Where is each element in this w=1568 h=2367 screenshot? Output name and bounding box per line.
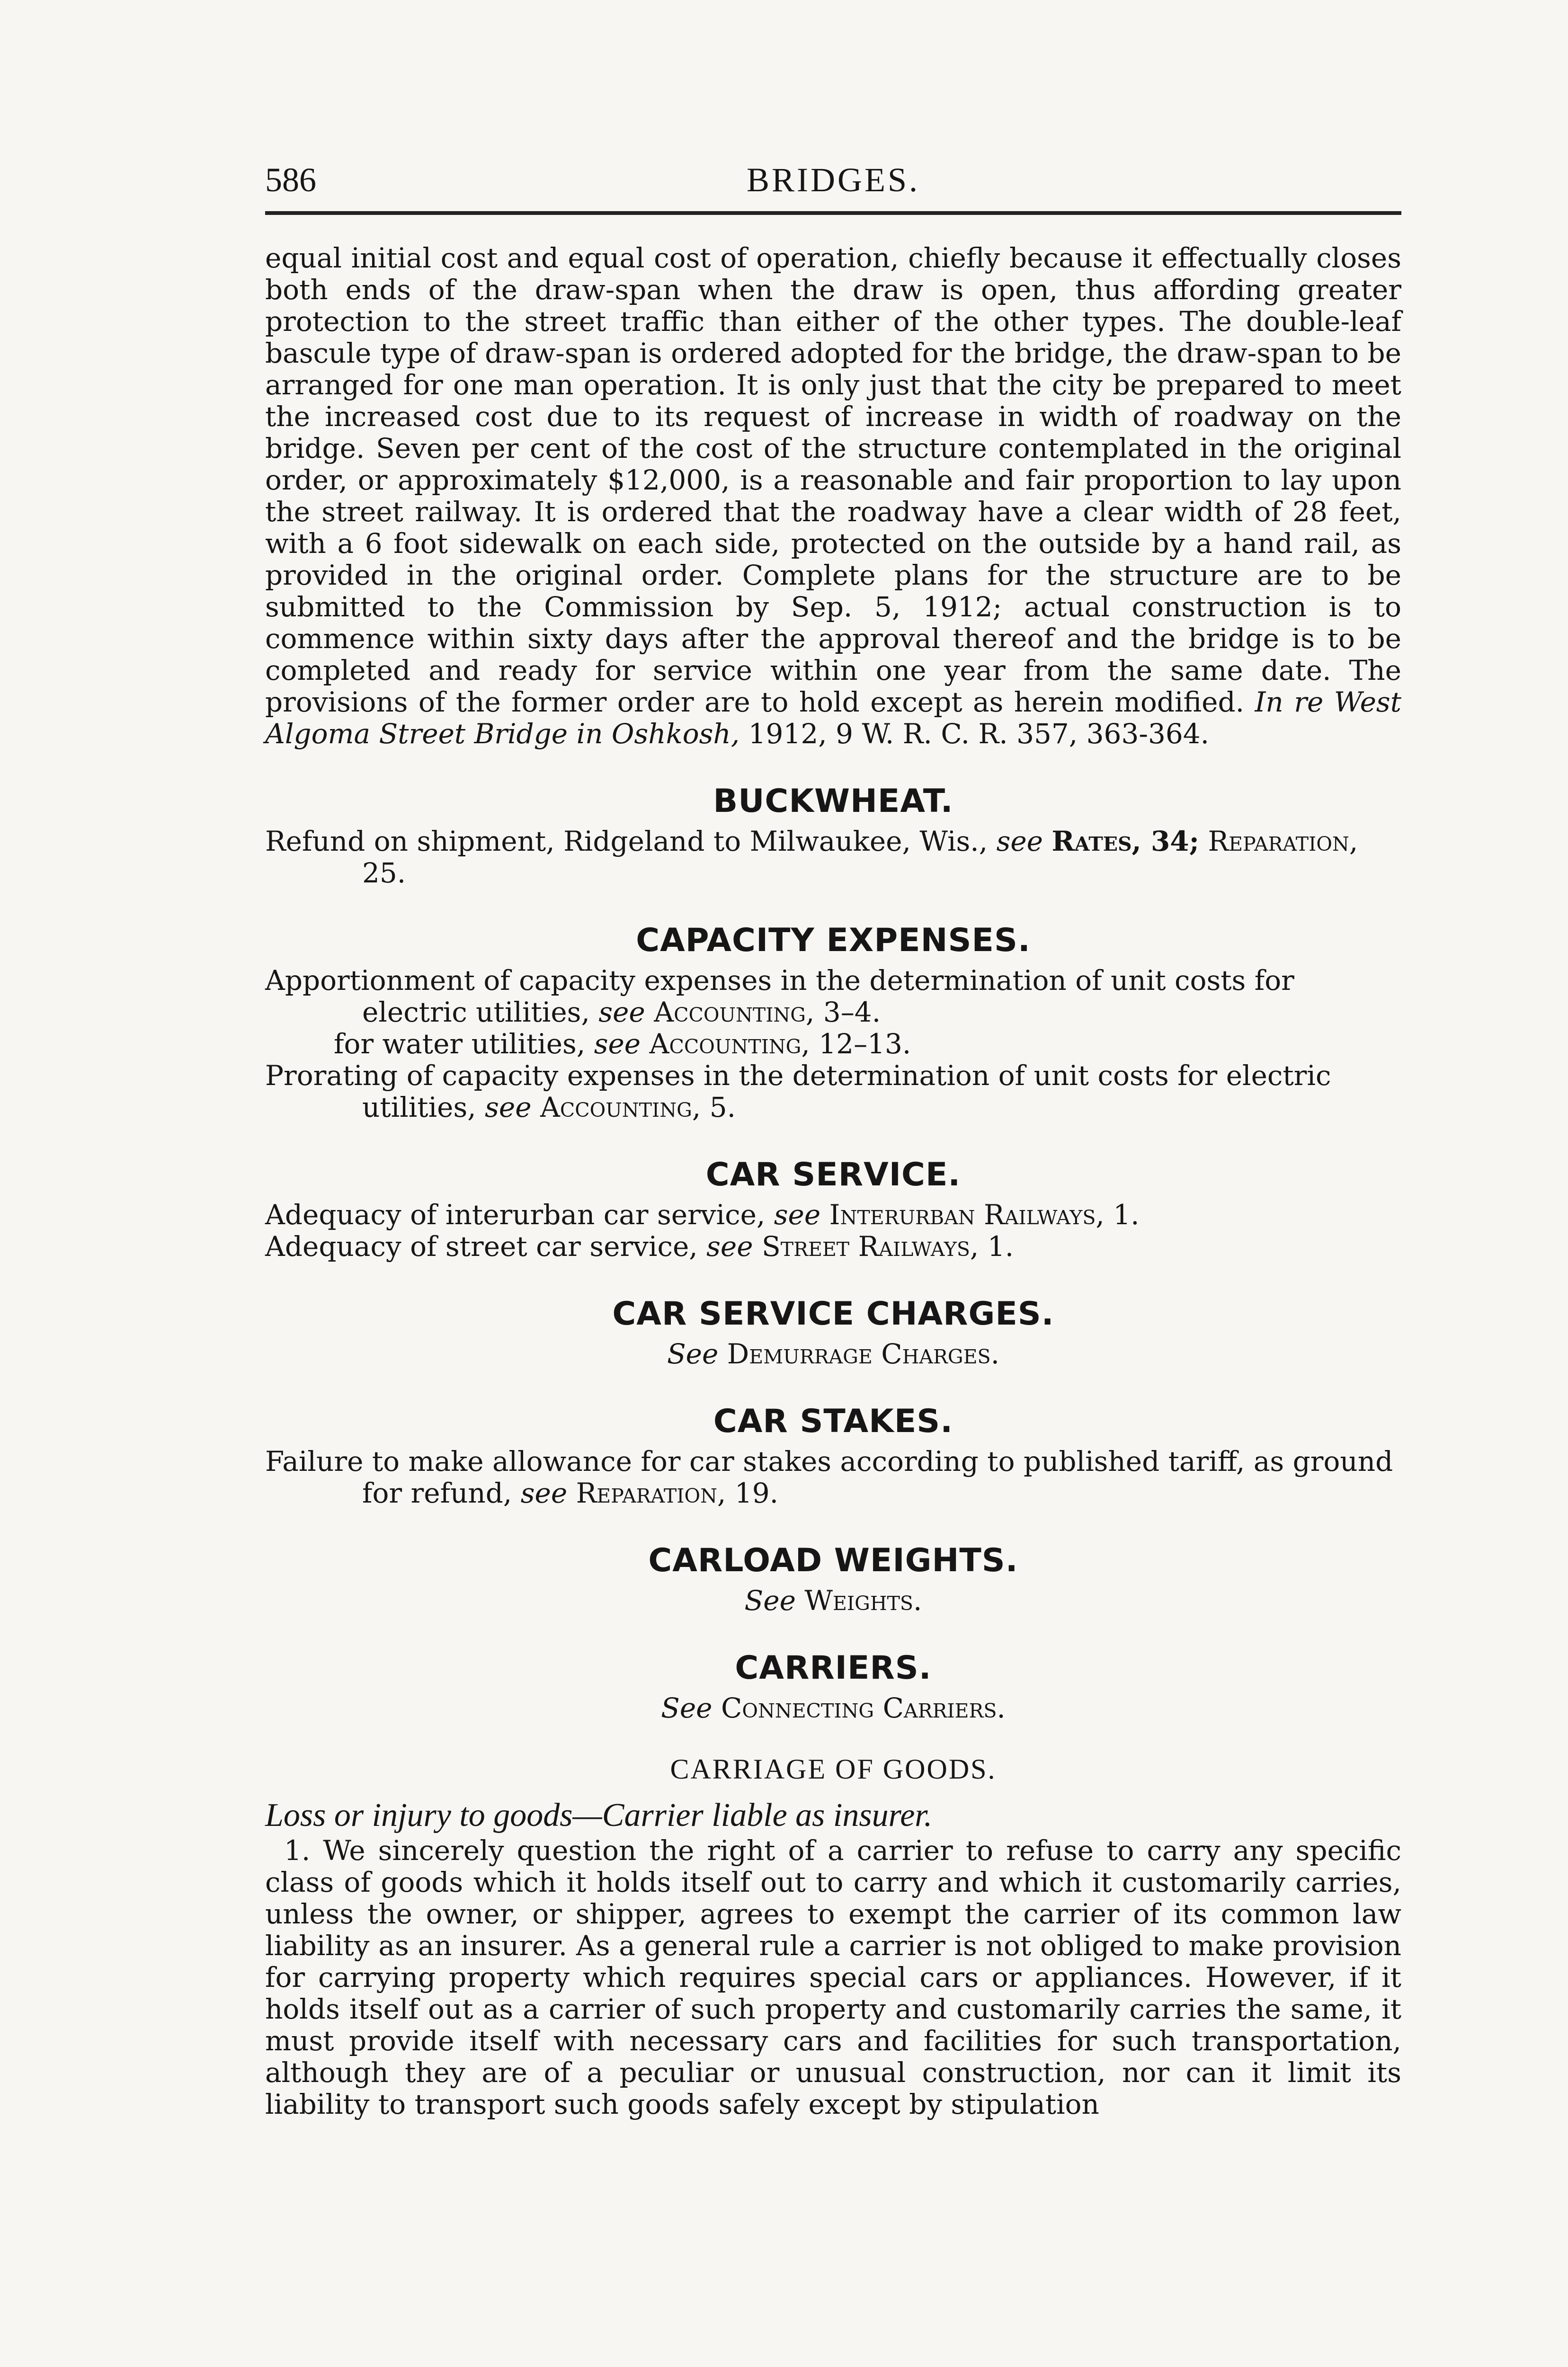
cross-reference: Reparation, [576,1477,726,1509]
reference-number: 1. [1113,1199,1140,1231]
see-word: see [520,1477,568,1509]
case-citation-reporter: 1912, 9 W. R. C. R. 357, 363-364. [748,718,1210,750]
heading-car-stakes: CAR STAKES. [713,1403,953,1440]
entry-text: for water utilities, [334,1028,586,1060]
reference-number: 25. [362,857,406,889]
heading-carload-weights: CARLOAD WEIGHTS. [648,1542,1018,1579]
see-word: see [485,1091,532,1123]
book-page [265,161,1401,2120]
entry-text: Refund on shipment, Ridgeland to Milwaukee, Wis., [265,825,988,857]
cross-reference: Street Railways, [762,1230,979,1263]
see-line [265,1338,1401,1370]
cross-reference: Accounting, [540,1091,701,1123]
see-word: See [667,1338,719,1370]
heading-buckwheat: BUCKWHEAT. [713,783,953,820]
continuation-text: equal initial cost and equal cost of operation, chiefly because it effectually closes both ends of the draw-span when the draw is open, thus affording greater protection to the street traffic than either of the other types. The double-leaf bascule type of draw-span is ordered adopted for the bridge, the draw-span to be arranged for one man operation. It is only just that the city be prepared to meet the increased cost due to its request of increase in width of roadway on the bridge. Seven per cent of the cost of the structure contemplated in the original order, or approximately $12,000, is a reasonable and fair proportion to lay upon the street railway. It is ordered that the roadway have a clear width of 28 feet, with a 6 foot sidewalk on each side, protected on the outside by a hand rail, as provided in the original order. Complete plans for the structure are to be submitted to the Commission by Sep. 5, 1912; actual construction is to commence within sixty days after the approval thereof and the bridge is to be completed and ready for service within one year from the same date. The provisions of the former order are to hold except as herein modified. [265,242,1401,718]
see-word: see [598,996,645,1028]
entry-text: Prorating of capacity expenses in the determination of unit costs for electric utilities, [265,1059,1331,1123]
entry-text: Apportionment of capacity expenses in the determination of unit costs for electric utilities, [265,964,1294,1028]
see-word: see [774,1199,821,1231]
reference-number: 3–4. [823,996,881,1028]
index-entry [265,1446,1401,1509]
cross-reference: Accounting, [654,996,815,1028]
page-number: 586 [265,161,316,199]
index-entry [265,1199,1401,1231]
index-entry [265,826,1401,889]
entry-text: Adequacy of interurban car service, [265,1199,766,1231]
reference-number: 19. [734,1477,779,1509]
cross-reference: Interurban Railways, [829,1199,1105,1231]
continuation-paragraph [265,242,1401,750]
cross-reference: Reparation, [1208,825,1358,857]
body-paragraph: 1. We sincerely question the right of a carrier to refuse to carry any specific class of goods which it holds itself out to carry and which it customarily carries, unless the owner, or shipper, agrees to exempt the carrier of its common law liability as an insurer. As a general rule a carrier is not obliged to make provision for carrying property which requires special cars or appliances. However, if it holds itself out as a carrier of such property and customarily carries the same, it must provide itself with necessary cars and facilities for such transportation, although they are of a peculiar or unusual construction, nor can it limit its liability to transport such goods safely except by stipulation [265,1834,1401,2120]
cross-reference: Rates, 34; [1051,825,1200,857]
index-entry [265,1231,1401,1263]
index-subentry [265,1028,1401,1060]
reference-number: 12–13. [819,1028,911,1060]
heading-car-service: CAR SERVICE. [705,1156,961,1193]
see-line [265,1692,1401,1724]
see-word: See [744,1584,796,1617]
cross-reference: Connecting Carriers. [721,1692,1006,1724]
topic-heading: Loss or injury to goods—Carrier liable as insurer. [265,1797,933,1833]
case-citation: In re West Algoma Street Bridge in Oshkosh, [265,686,1402,750]
index-entry [265,965,1401,1028]
heading-carriers: CARRIERS. [735,1649,932,1687]
heading-carriage-of-goods: CARRIAGE OF GOODS. [670,1753,997,1785]
heading-capacity-expenses: CAPACITY EXPENSES. [636,922,1031,959]
reference-number: 5. [709,1091,736,1123]
page-header [265,161,1401,215]
cross-reference: Weights. [804,1584,922,1617]
cross-reference: Accounting, [649,1028,810,1060]
entry-text: Adequacy of street car service, [265,1230,698,1263]
see-word: See [661,1692,713,1724]
cross-reference: Demurrage Charges. [727,1338,1000,1370]
see-line [265,1585,1401,1617]
index-entry [265,1060,1401,1123]
see-word: see [996,825,1043,857]
heading-car-service-charges: CAR SERVICE CHARGES. [612,1295,1054,1333]
see-word: see [706,1230,753,1263]
see-word: see [594,1028,641,1060]
reference-number: 1. [987,1230,1014,1263]
entry-text: Failure to make allowance for car stakes according to published tariff, as ground for refund, [265,1445,1393,1509]
running-head: BRIDGES. [746,161,920,199]
